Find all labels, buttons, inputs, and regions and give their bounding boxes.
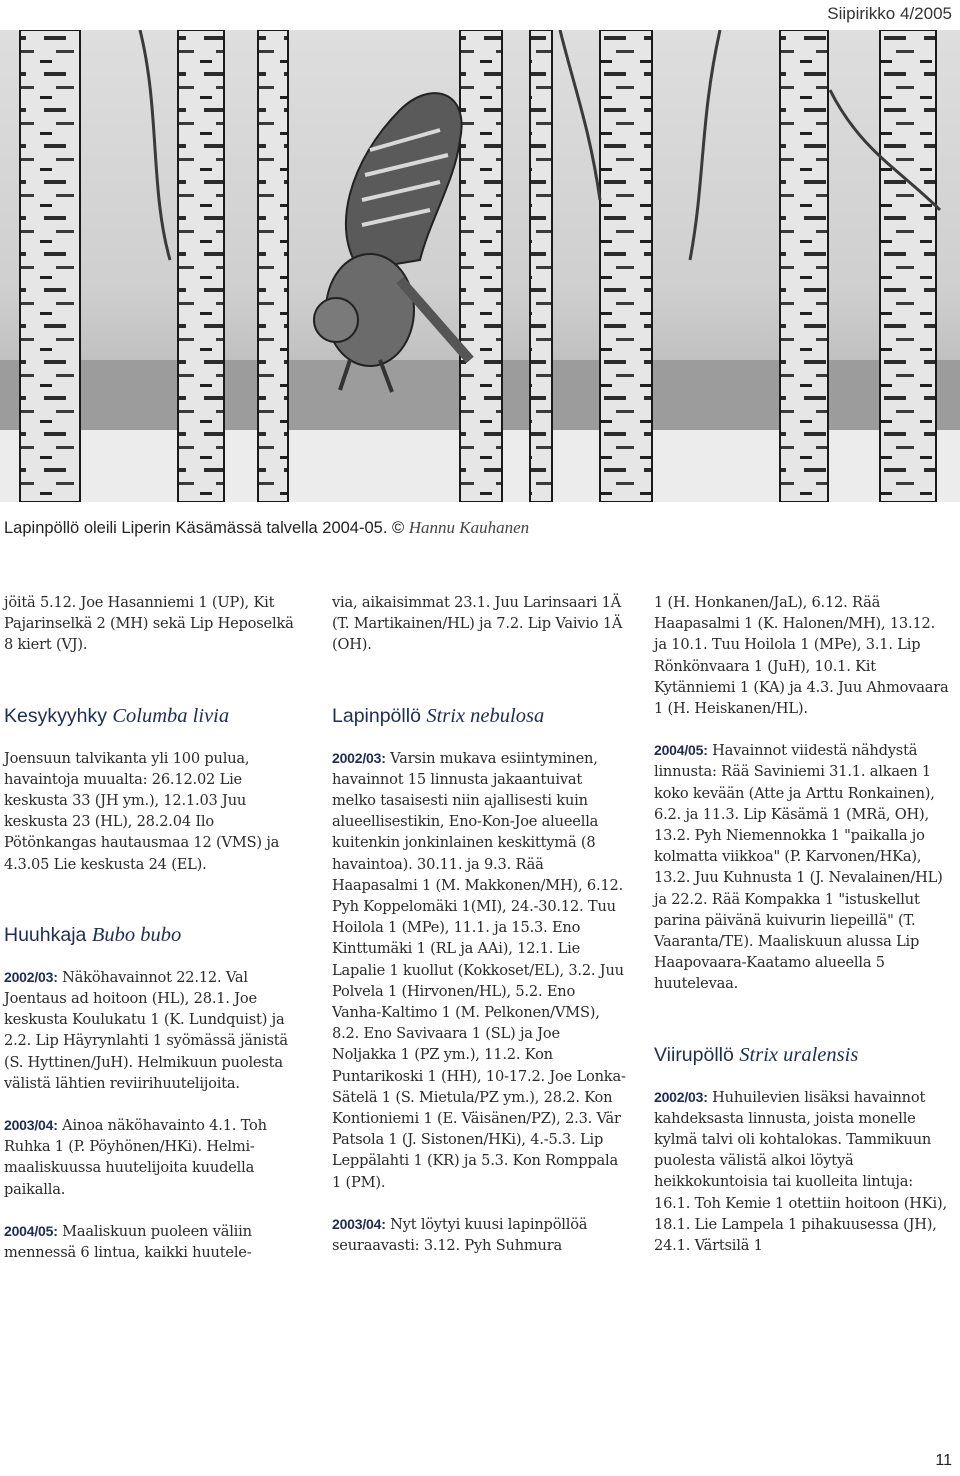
period-label: 2004/05: [654, 742, 708, 759]
kesykyyhky-text: Joensuun talvikanta yli 100 pulua, havaintoja muualta: 26.12.02 Lie keskusta 33 (JH ym.), 12.1.03 Juu keskusta 23 (HL), 28.2.04 Ilo Pötönkangas hautausmaa 12 (VMS) ja 4.3.05 Lie keskusta 24 (EL). [4, 749, 280, 873]
photo-caption [4, 518, 944, 538]
heading-kesykyyhky-latin: Columba livia [112, 704, 230, 727]
lapinpollo-paragraph-2 [332, 1214, 628, 1256]
paragraph-text: Ainoa näköhavainto 4.1. Toh Ruhka 1 (P. Pöyhönen/HKi). Helmi-maaliskuussa huutelijoita kuudella paikalla. [4, 1117, 267, 1198]
column-1 [4, 592, 300, 1263]
heading-viirupollo-latin: Strix uralensis [739, 1043, 859, 1066]
owl-in-birch-forest-photo [0, 30, 960, 502]
heading-huuhkaja-title: Huuhkaja [4, 923, 87, 946]
period-label: 2003/04: [332, 1215, 386, 1232]
heading-viirupollo-title: Viirupöllö [654, 1043, 734, 1066]
heading-kesykyyhky [4, 704, 300, 728]
photo-credit: Hannu Kauhanen [408, 518, 530, 537]
paragraph-text: Havainnot viidestä nähdystä linnusta: Rää Saviniemi 31.1. alkaen 1 koko kevään (Atte ja Arttu Ronkainen), 6.2. ja 11.3. Lip Käsämä 1 (MRä, OH), 13.2. Pyh Niemennokka 1 "paikalla jo kolmatta viikkoa" (P. Karvonen/HKa), 13.2. Juu Kuhnusta 1 (J. Nevalainen/HL) ja 22.2. Rää Kompakka 1 "istuskellut parina päivänä kuivurin liepeillä" (T. Vaaranta/TE). Maaliskuun alussa Lip Haapovaara-Kaatamo alueella 5 huutelevaa. [654, 742, 943, 993]
lapinpollo-paragraph-3 [654, 740, 950, 994]
heading-lapinpollo-title: Lapinpöllö [332, 704, 421, 727]
running-head: Siipirikko 4/2005 [827, 4, 952, 23]
page-number: 11 [935, 1452, 952, 1469]
paragraph-text: Varsin mukava esiintyminen, havainnot 15 linnusta jakaantuivat melko tasaisesti niin ajallisesti kuin alueellisestikin, Eno-Kon-Joe alueella kuitenkin jonkinlainen keskittymä (8 havaintoa). 30.11. ja 9.3. Rää Haapasalmi 1 (M. Makkonen/MH), 6.12. Pyh Koppelomäki 1(MI), 24.-30.12. Tuu Hoilola 1 (MPe), 11.1. ja 15.3. Eno Kinttumäki 1 (RL ja AAi), 12.1. Lie Lapalie 1 kuollut (Kokkoset/EL), 3.2. Juu Polvela 1 (Hirvonen/HL), 5.2. Eno Vanha-Kaltimo 1 (M. Pelkonen/VMS), 8.2. Eno Savivaara 1 (SL) ja Joe Noljakka 1 (PZ ym.), 11.2. Kon Puntarikoski 1 (HH), 10-17.2. Joe Lonka-Sätelä 1 (S. Mietula/PZ ym.), 28.2. Kon Kontioniemi 1 (E. Väisänen/PZ), 2.3. Vär Patsola 1 (J. Sistonen/HKi), 4.-5.3. Lip Leppälahti 1 (KR) ja 5.3. Kon Romppala 1 (PM). [332, 749, 626, 1191]
col1-intro: jöitä 5.12. Joe Hasanniemi 1 (UP), Kit Pajarinselkä 2 (MH) sekä Lip Heposelkä 8 kiert (VJ). [4, 594, 294, 654]
caption-text: Lapinpöllö oleili Liperin Käsämässä talvella 2004-05. © [4, 519, 409, 537]
col3-intro: 1 (H. Honkanen/JaL), 6.12. Rää Haapasalmi 1 (K. Halonen/MH), 13.12. ja 10.1. Tuu Hoilola 1 (MPe), 3.1. Lip Rönkönvaara 1 (JuH), 10.1. Kit Kytänniemi 1 (KA) ja 4.3. Juu Ahmovaara 1 (H. Heiskanen/HL). [654, 594, 949, 718]
period-label: 2002/03: [654, 1088, 708, 1105]
period-label: 2002/03: [332, 749, 386, 766]
heading-viirupollo [654, 1043, 950, 1067]
heading-huuhkaja-latin: Bubo bubo [91, 923, 182, 946]
period-label: 2003/04: [4, 1117, 58, 1134]
paragraph-text: Maaliskuun puoleen väliin mennessä 6 lintua, kaikki huutele- [4, 1222, 252, 1262]
heading-lapinpollo [332, 704, 628, 728]
paragraph-text: Huhuilevien lisäksi havainnot kahdeksasta linnusta, joista monelle kylmä talvi oli kohtalokas. Tammikuun puolesta välistä alkoi löytyä heikkokuntoisia tai kuolleita lintuja: 16.1. Toh Kemie 1 otettiin hoitoon (HKi), 18.1. Lie Lampela 1 pihakuusessa (JH), 24.1. Värtsilä 1 [654, 1088, 947, 1255]
column-2 [332, 592, 628, 1256]
heading-huuhkaja [4, 923, 300, 947]
col2-intro: via, aikaisimmat 23.1. Juu Larinsaari 1Ä (T. Martikainen/HL) ja 7.2. Lip Vaivio 1Ä (OH). [332, 594, 623, 654]
period-label: 2002/03: [4, 968, 58, 985]
column-3 [654, 592, 950, 1256]
paragraph-text: Näköhavainnot 22.12. Val Joentaus ad hoitoon (HL), 28.1. Joe keskusta Koulukatu 1 (K. Lundquist) ja 2.2. Lip Häyrynlahti 1 syömässä jänistä (S. Hyttinen/JuH). Helmikuun puolesta välistä lähtien reviirihuutelijoita. [4, 968, 288, 1092]
huuhkaja-paragraph-1 [4, 967, 300, 1094]
lapinpollo-paragraph-1 [332, 748, 628, 1193]
paragraph-text: Nyt löytyi kuusi lapinpöllöä seuraavasti: 3.12. Pyh Suhmura [332, 1215, 588, 1255]
huuhkaja-paragraph-2 [4, 1115, 300, 1200]
heading-kesykyyhky-title: Kesykyyhky [4, 704, 107, 727]
viirupollo-paragraph-1 [654, 1087, 950, 1257]
huuhkaja-paragraph-3 [4, 1221, 300, 1263]
heading-lapinpollo-latin: Strix nebulosa [426, 704, 545, 727]
period-label: 2004/05: [4, 1222, 58, 1239]
